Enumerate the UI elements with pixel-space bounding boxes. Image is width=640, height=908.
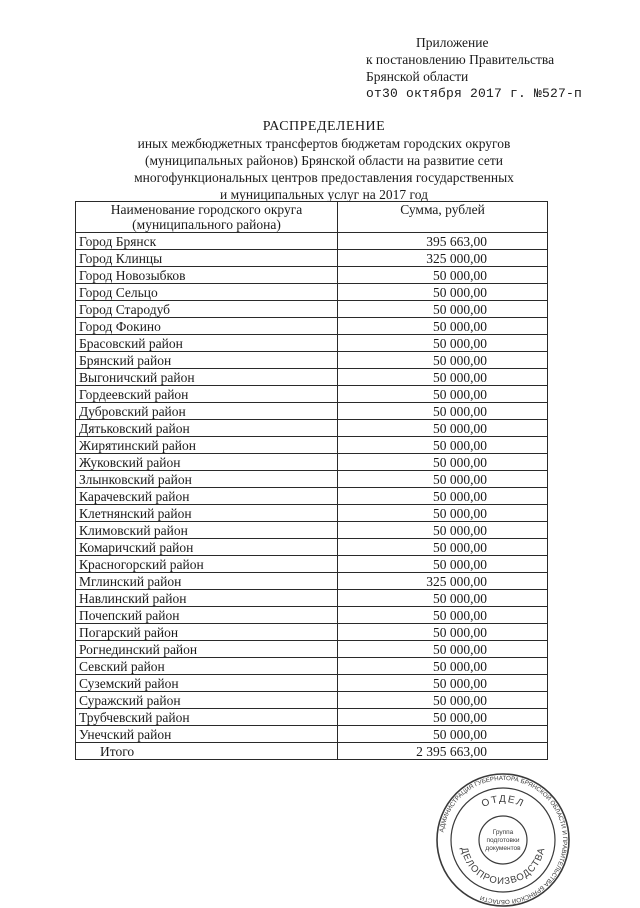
distribution-table [75,201,548,760]
table-row [76,590,548,607]
transfer-sum: 50 000,00 [338,709,548,726]
municipality-name: Красногорский район [76,556,338,573]
table-row [76,607,548,624]
appendix-block [366,34,626,102]
municipality-name: Карачевский район [76,488,338,505]
transfer-sum: 50 000,00 [338,658,548,675]
transfer-sum: 50 000,00 [338,335,548,352]
municipality-name: Суражский район [76,692,338,709]
table-row [76,658,548,675]
table-row [76,692,548,709]
table-row [76,505,548,522]
transfer-sum: 50 000,00 [338,284,548,301]
table-row [76,369,548,386]
stamp-seal-icon [435,772,571,908]
transfer-sum: 50 000,00 [338,403,548,420]
municipality-name: Город Клинцы [76,250,338,267]
document-title: РАСПРЕДЕЛЕНИЕ [262,119,386,134]
document-heading [60,118,588,203]
municipality-name: Город Фокино [76,318,338,335]
transfer-sum: 50 000,00 [338,488,548,505]
municipality-name: Гордеевский район [76,386,338,403]
table-row [76,573,548,590]
municipality-name: Навлинский район [76,590,338,607]
table-row [76,726,548,743]
municipality-name: Брасовский район [76,335,338,352]
transfer-sum: 50 000,00 [338,505,548,522]
municipality-name: Город Новозыбков [76,267,338,284]
transfer-sum: 50 000,00 [338,318,548,335]
transfer-sum: 325 000,00 [338,573,548,590]
municipality-name: Жуковский район [76,454,338,471]
table-row [76,437,548,454]
municipality-name: Климовский район [76,522,338,539]
table-row [76,624,548,641]
transfer-sum: 50 000,00 [338,522,548,539]
transfer-sum: 395 663,00 [338,233,548,250]
transfer-sum: 50 000,00 [338,726,548,743]
municipality-name: Злынковский район [76,471,338,488]
table-body [76,233,548,743]
transfer-sum: 50 000,00 [338,352,548,369]
transfer-sum: 325 000,00 [338,250,548,267]
transfer-sum: 50 000,00 [338,437,548,454]
table-row [76,709,548,726]
table-row [76,556,548,573]
table-row [76,267,548,284]
table-row [76,284,548,301]
municipality-name: Брянский район [76,352,338,369]
municipality-name: Город Стародуб [76,301,338,318]
table-row [76,301,548,318]
stamp-arc-bottom: ДЕЛОПРОИЗВОДСТВА [458,846,548,888]
table-row [76,539,548,556]
table-row [76,522,548,539]
stamp-outer-text: АДМИНИСТРАЦИЯ ГУБЕРНАТОРА БРЯНСКОЙ ОБЛАСТИ И ПРАВИТЕЛЬСТВА БРЯНСКОЙ ОБЛАСТИ [438,774,569,906]
municipality-name: Севский район [76,658,338,675]
total-label: Итого [76,743,338,760]
municipality-name: Дубровский район [76,403,338,420]
table-row [76,250,548,267]
transfer-sum: 50 000,00 [338,624,548,641]
table-row [76,386,548,403]
table-row [76,352,548,369]
table-row [76,420,548,437]
appendix-title: Приложение [416,35,489,50]
total-sum: 2 395 663,00 [338,743,548,760]
stamp-center-line-1: Группа [492,829,514,836]
municipality-name: Погарский район [76,624,338,641]
transfer-sum: 50 000,00 [338,420,548,437]
table-row [76,641,548,658]
transfer-sum: 50 000,00 [338,471,548,488]
column-header-sum: Сумма, рублей [338,202,548,233]
transfer-sum: 50 000,00 [338,675,548,692]
appendix-region: Брянской области [366,69,469,84]
transfer-sum: 50 000,00 [338,301,548,318]
table-row [76,318,548,335]
municipality-name: Дятьковский район [76,420,338,437]
municipality-name: Почепский район [76,607,338,624]
table-row [76,488,548,505]
stamp-center-line-3: документов [485,845,521,852]
column-header-name: Наименование городского округа (муниципального района) [76,202,338,233]
table-row [76,675,548,692]
transfer-sum: 50 000,00 [338,539,548,556]
table-header-row [76,202,548,233]
municipality-name: Жирятинский район [76,437,338,454]
transfer-sum: 50 000,00 [338,641,548,658]
appendix-date: от30 октября 2017 г. №527-п [366,86,583,101]
municipality-name: Рогнединский район [76,641,338,658]
heading-line-3: многофункциональных центров предоставления государственных [134,170,514,185]
stamp-center-line-2: подготовки [486,837,520,844]
stamp-arc-top: ОТДЕЛ [480,793,527,810]
transfer-sum: 50 000,00 [338,386,548,403]
transfer-sum: 50 000,00 [338,369,548,386]
table-row [76,454,548,471]
municipality-name: Комаричский район [76,539,338,556]
municipality-name: Клетнянский район [76,505,338,522]
heading-line-1: иных межбюджетных трансфертов бюджетам городских округов [137,136,511,151]
transfer-sum: 50 000,00 [338,607,548,624]
table-row [76,233,548,250]
transfer-sum: 50 000,00 [338,454,548,471]
municipality-name: Город Брянск [76,233,338,250]
municipality-name: Выгоничский район [76,369,338,386]
heading-line-2: (муниципальных районов) Брянской области на развитие сети [145,153,503,168]
municipality-name: Унечский район [76,726,338,743]
municipality-name: Суземский район [76,675,338,692]
heading-line-4: и муниципальных услуг на 2017 год [220,187,428,202]
table-row [76,403,548,420]
table-row [76,335,548,352]
municipality-name: Город Сельцо [76,284,338,301]
appendix-reference: к постановлению Правительства [366,52,555,67]
transfer-sum: 50 000,00 [338,590,548,607]
transfer-sum: 50 000,00 [338,692,548,709]
transfer-sum: 50 000,00 [338,556,548,573]
transfer-sum: 50 000,00 [338,267,548,284]
table-total-row [76,743,548,760]
table-row [76,471,548,488]
municipality-name: Трубчевский район [76,709,338,726]
municipality-name: Мглинский район [76,573,338,590]
official-stamp [435,772,571,908]
